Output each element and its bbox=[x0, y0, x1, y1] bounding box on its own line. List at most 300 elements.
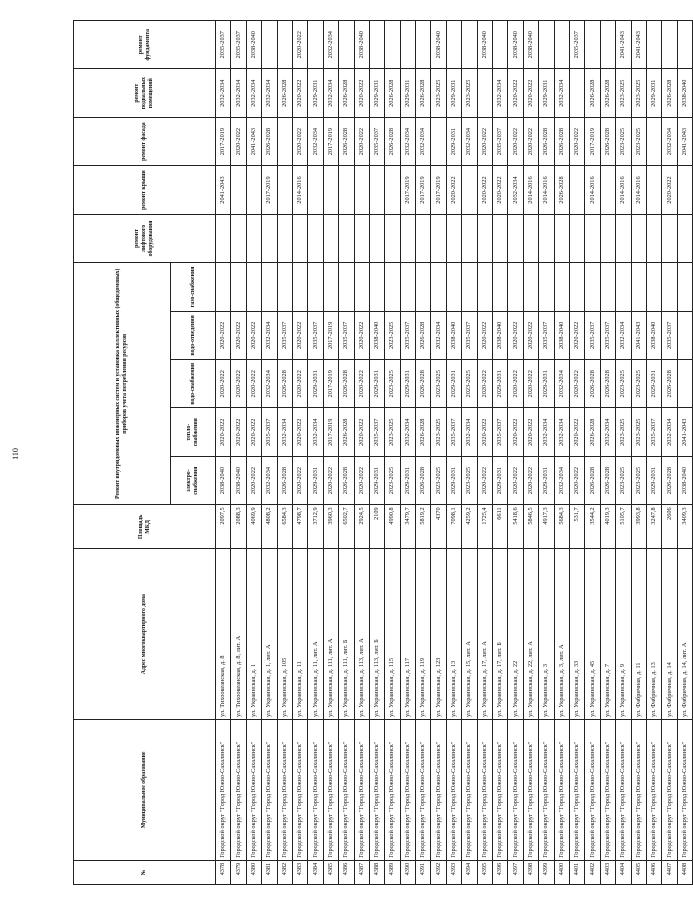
cell-facade: 2041-2043 bbox=[677, 117, 692, 165]
cell-foundation: 2038-2040 bbox=[431, 21, 446, 69]
cell-gas bbox=[508, 263, 523, 311]
cell-basement: 2032-2034 bbox=[231, 69, 246, 117]
cell-facade: 2023-2025 bbox=[616, 117, 631, 165]
cell-gas bbox=[662, 263, 677, 311]
cell-water-supply: 2023-2025 bbox=[631, 360, 646, 408]
cell-roof: 2017-2019 bbox=[416, 166, 431, 214]
cell-address: ул. Украинская, д. 3, лит. А bbox=[554, 549, 569, 720]
cell-roof bbox=[600, 166, 615, 214]
cell-water-disposal: 2035-2037 bbox=[462, 311, 477, 359]
cell-foundation bbox=[446, 21, 461, 69]
cell-basement: 2020-2022 bbox=[292, 69, 307, 117]
cell-area: 3712,9 bbox=[308, 505, 323, 549]
cell-water-disposal: 2020-2022 bbox=[523, 311, 538, 359]
cell-electricity: 2026-2028 bbox=[662, 456, 677, 504]
cell-foundation bbox=[262, 21, 277, 69]
cell-area: 2924,5 bbox=[354, 505, 369, 549]
cell-area: 4917,3 bbox=[539, 505, 554, 549]
cell-facade: 2026-2028 bbox=[600, 117, 615, 165]
cell-water-supply: 2020-2022 bbox=[231, 360, 246, 408]
cell-municipality: Городской округ "Город Южно-Сахалинск" bbox=[385, 719, 400, 860]
cell-gas bbox=[462, 263, 477, 311]
table-row bbox=[400, 21, 415, 885]
cell-gas bbox=[631, 263, 646, 311]
cell-roof bbox=[677, 166, 692, 214]
cell-lift bbox=[246, 214, 261, 262]
cell-facade: 2017-2019 bbox=[585, 117, 600, 165]
header-water-disposal: водо-отведения bbox=[171, 311, 216, 359]
header-foundation: ремонт фундамента bbox=[74, 21, 216, 69]
cell-num: 4397 bbox=[508, 860, 523, 884]
cell-foundation: 2038-2040 bbox=[246, 21, 261, 69]
cell-heating: 2020-2022 bbox=[292, 408, 307, 456]
cell-foundation bbox=[677, 21, 692, 69]
cell-electricity: 2038-2040 bbox=[677, 456, 692, 504]
cell-basement: 2026-2028 bbox=[416, 69, 431, 117]
cell-basement: 2029-2031 bbox=[308, 69, 323, 117]
cell-num: 4380 bbox=[246, 860, 261, 884]
cell-water-supply: 2023-2025 bbox=[385, 360, 400, 408]
cell-address: ул. Украинская, д. 105 bbox=[277, 549, 292, 720]
cell-municipality: Городской округ "Город Южно-Сахалинск" bbox=[493, 719, 508, 860]
cell-electricity: 2032-2034 bbox=[262, 456, 277, 504]
rotated-page bbox=[73, 20, 688, 885]
table-row bbox=[600, 21, 615, 885]
cell-basement bbox=[569, 69, 584, 117]
cell-gas bbox=[400, 263, 415, 311]
cell-roof: 2014-2016 bbox=[523, 166, 538, 214]
table-row bbox=[339, 21, 354, 885]
cell-lift bbox=[646, 214, 661, 262]
cell-facade: 2026-2028 bbox=[554, 117, 569, 165]
cell-gas bbox=[523, 263, 538, 311]
cell-gas bbox=[493, 263, 508, 311]
cell-foundation bbox=[585, 21, 600, 69]
cell-roof bbox=[369, 166, 384, 214]
cell-address: ул. Украинская, д. 119 bbox=[416, 549, 431, 720]
cell-facade: 2029-2031 bbox=[446, 117, 461, 165]
table-row bbox=[277, 21, 292, 885]
cell-foundation bbox=[554, 21, 569, 69]
cell-num: 4383 bbox=[292, 860, 307, 884]
cell-basement: 2029-2031 bbox=[446, 69, 461, 117]
cell-foundation: 2038-2040 bbox=[508, 21, 523, 69]
cell-num: 4391 bbox=[416, 860, 431, 884]
cell-lift bbox=[539, 214, 554, 262]
cell-address: ул. Украинская, д. 22, лит. А bbox=[523, 549, 538, 720]
cell-municipality: Городской округ "Город Южно-Сахалинск" bbox=[508, 719, 523, 860]
cell-facade: 2035-2037 bbox=[369, 117, 384, 165]
cell-heating: 2035-2037 bbox=[369, 408, 384, 456]
cell-facade: 2026-2028 bbox=[339, 117, 354, 165]
cell-basement: 2023-2025 bbox=[431, 69, 446, 117]
cell-municipality: Городской округ "Город Южно-Сахалинск" bbox=[554, 719, 569, 860]
cell-address: ул. Украинская, д. 111, лит. Б bbox=[339, 549, 354, 720]
table-row bbox=[631, 21, 646, 885]
cell-electricity: 2020-2022 bbox=[477, 456, 492, 504]
cell-foundation: 2032-2034 bbox=[323, 21, 338, 69]
cell-lift bbox=[616, 214, 631, 262]
cell-gas bbox=[369, 263, 384, 311]
cell-num: 4379 bbox=[231, 860, 246, 884]
cell-address: ул. Украинская, д. 7 bbox=[600, 549, 615, 720]
cell-heating: 2032-2034 bbox=[308, 408, 323, 456]
cell-area: 6611 bbox=[493, 505, 508, 549]
capital-repair-table bbox=[73, 20, 693, 885]
cell-gas bbox=[339, 263, 354, 311]
cell-water-supply: 2023-2025 bbox=[431, 360, 446, 408]
cell-foundation bbox=[662, 21, 677, 69]
table-body bbox=[216, 21, 693, 885]
cell-lift bbox=[662, 214, 677, 262]
header-lift: ремонт лифтового оборудования bbox=[74, 214, 216, 262]
cell-foundation: 2038-2040 bbox=[523, 21, 538, 69]
cell-address: ул. Украинская, д. 9 bbox=[616, 549, 631, 720]
cell-roof bbox=[569, 166, 584, 214]
cell-water-supply: 2023-2025 bbox=[462, 360, 477, 408]
cell-address: ул. Фабричная, д. 14 bbox=[662, 549, 677, 720]
header-num: № bbox=[74, 860, 216, 884]
cell-municipality: Городской округ "Город Южно-Сахалинск" bbox=[646, 719, 661, 860]
cell-address: ул. Украинская, д. 1 bbox=[246, 549, 261, 720]
cell-facade: 2035-2037 bbox=[493, 117, 508, 165]
cell-num: 4392 bbox=[431, 860, 446, 884]
cell-num: 4404 bbox=[616, 860, 631, 884]
table-row bbox=[539, 21, 554, 885]
cell-facade: 2032-2034 bbox=[462, 117, 477, 165]
cell-municipality: Городской округ "Город Южно-Сахалинск" bbox=[262, 719, 277, 860]
header-area: Площадь МКД bbox=[74, 505, 216, 549]
cell-water-disposal: 2032-2034 bbox=[262, 311, 277, 359]
cell-roof: 2032-2034 bbox=[508, 166, 523, 214]
cell-address: ул. Тихоокеанская, д. 8, лит. А bbox=[231, 549, 246, 720]
cell-area: 2097,5 bbox=[216, 505, 231, 549]
cell-roof: 2017-2019 bbox=[262, 166, 277, 214]
table-row bbox=[616, 21, 631, 885]
cell-num: 4395 bbox=[477, 860, 492, 884]
cell-municipality: Городской округ "Город Южно-Сахалинск" bbox=[662, 719, 677, 860]
cell-num: 4401 bbox=[569, 860, 584, 884]
cell-facade bbox=[431, 117, 446, 165]
cell-electricity: 2023-2025 bbox=[631, 456, 646, 504]
cell-address: ул. Украинская, д. 111, лит. А bbox=[323, 549, 338, 720]
header-water-supply: водо-снабжения bbox=[171, 360, 216, 408]
cell-municipality: Городской округ "Город Южно-Сахалинск" bbox=[231, 719, 246, 860]
cell-basement: 2032-2034 bbox=[246, 69, 261, 117]
cell-address: ул. Украинская, д. 17, лит. А bbox=[477, 549, 492, 720]
cell-facade: 2017-2019 bbox=[216, 117, 231, 165]
cell-facade: 2020-2022 bbox=[231, 117, 246, 165]
header-engineering-group: Ремонт внутридомовых инженерных систем и установка коллективных (общедомовых) приборов учета потребления ресурсов bbox=[74, 263, 171, 505]
cell-water-disposal: 2035-2037 bbox=[308, 311, 323, 359]
cell-roof: 2020-2022 bbox=[446, 166, 461, 214]
cell-basement: 2029-2031 bbox=[646, 69, 661, 117]
cell-water-disposal: 2020-2022 bbox=[508, 311, 523, 359]
cell-foundation bbox=[339, 21, 354, 69]
cell-address: ул. Украинская, д. 113, лит. Б bbox=[369, 549, 384, 720]
cell-municipality: Городской округ "Город Южно-Сахалинск" bbox=[569, 719, 584, 860]
cell-basement: 2023-2025 bbox=[462, 69, 477, 117]
cell-address: ул. Украинская, д. 11 bbox=[292, 549, 307, 720]
cell-water-supply: 2020-2022 bbox=[569, 360, 584, 408]
cell-facade: 2032-2034 bbox=[662, 117, 677, 165]
cell-municipality: Городской округ "Город Южно-Сахалинск" bbox=[216, 719, 231, 860]
cell-water-supply: 2020-2022 bbox=[477, 360, 492, 408]
cell-area: 4990,8 bbox=[385, 505, 400, 549]
cell-gas bbox=[292, 263, 307, 311]
cell-gas bbox=[431, 263, 446, 311]
cell-electricity: 2026-2028 bbox=[416, 456, 431, 504]
table-row bbox=[554, 21, 569, 885]
cell-lift bbox=[631, 214, 646, 262]
table-row bbox=[662, 21, 677, 885]
cell-gas bbox=[677, 263, 692, 311]
cell-facade: 2020-2022 bbox=[477, 117, 492, 165]
cell-roof: 2014-2016 bbox=[539, 166, 554, 214]
cell-gas bbox=[585, 263, 600, 311]
cell-heating: 2035-2037 bbox=[262, 408, 277, 456]
cell-municipality: Городской округ "Город Южно-Сахалинск" bbox=[246, 719, 261, 860]
cell-gas bbox=[246, 263, 261, 311]
cell-basement: 2029-2031 bbox=[400, 69, 415, 117]
cell-area: 4798,7 bbox=[292, 505, 307, 549]
cell-heating: 2023-2025 bbox=[385, 408, 400, 456]
table-row bbox=[246, 21, 261, 885]
cell-roof bbox=[339, 166, 354, 214]
cell-electricity: 2029-2031 bbox=[539, 456, 554, 504]
cell-facade: 2020-2022 bbox=[569, 117, 584, 165]
cell-lift bbox=[600, 214, 615, 262]
cell-water-supply: 2032-2034 bbox=[554, 360, 569, 408]
cell-facade: 2041-2043 bbox=[246, 117, 261, 165]
cell-municipality: Городской округ "Город Южно-Сахалинск" bbox=[308, 719, 323, 860]
table-row bbox=[216, 21, 231, 885]
table-row bbox=[354, 21, 369, 885]
cell-area: 7098,1 bbox=[446, 505, 461, 549]
cell-address: ул. Украинская, д. 113, лит. А bbox=[354, 549, 369, 720]
cell-electricity: 2029-2031 bbox=[400, 456, 415, 504]
cell-basement: 2023-2025 bbox=[616, 69, 631, 117]
cell-area: 4019,3 bbox=[600, 505, 615, 549]
cell-heating: 2041-2043 bbox=[677, 408, 692, 456]
cell-lift bbox=[292, 214, 307, 262]
cell-heating: 2032-2034 bbox=[277, 408, 292, 456]
cell-num: 4388 bbox=[369, 860, 384, 884]
cell-gas bbox=[262, 263, 277, 311]
cell-gas bbox=[308, 263, 323, 311]
cell-foundation bbox=[646, 21, 661, 69]
cell-address: ул. Украинская, д. 1, лит. А bbox=[262, 549, 277, 720]
table-row bbox=[308, 21, 323, 885]
cell-water-disposal bbox=[677, 311, 692, 359]
table-row bbox=[292, 21, 307, 885]
cell-lift bbox=[585, 214, 600, 262]
cell-gas bbox=[416, 263, 431, 311]
cell-area: 2606 bbox=[662, 505, 677, 549]
cell-address: ул. Украинская, д. 22 bbox=[508, 549, 523, 720]
cell-heating: 2020-2022 bbox=[354, 408, 369, 456]
cell-lift bbox=[416, 214, 431, 262]
cell-basement: 2032-2034 bbox=[493, 69, 508, 117]
cell-foundation bbox=[369, 21, 384, 69]
cell-electricity: 2023-2025 bbox=[616, 456, 631, 504]
cell-foundation bbox=[400, 21, 415, 69]
cell-num: 4407 bbox=[662, 860, 677, 884]
cell-heating: 2020-2022 bbox=[523, 408, 538, 456]
cell-basement: 2029-2031 bbox=[539, 69, 554, 117]
cell-facade: 2020-2022 bbox=[292, 117, 307, 165]
cell-municipality: Городской округ "Город Южно-Сахалинск" bbox=[354, 719, 369, 860]
cell-roof bbox=[277, 166, 292, 214]
cell-water-supply: 2023-2025 bbox=[616, 360, 631, 408]
cell-facade: 2026-2028 bbox=[539, 117, 554, 165]
cell-address: ул. Украинская, д. 45 bbox=[585, 549, 600, 720]
cell-facade: 2020-2022 bbox=[508, 117, 523, 165]
cell-facade: 2017-2019 bbox=[323, 117, 338, 165]
cell-num: 4403 bbox=[600, 860, 615, 884]
cell-heating: 2032-2034 bbox=[539, 408, 554, 456]
cell-lift bbox=[262, 214, 277, 262]
cell-lift bbox=[216, 214, 231, 262]
cell-foundation: 2020-2022 bbox=[292, 21, 307, 69]
cell-water-disposal: 2032-2034 bbox=[431, 311, 446, 359]
cell-electricity: 2029-2031 bbox=[369, 456, 384, 504]
cell-municipality: Городской округ "Город Южно-Сахалинск" bbox=[631, 719, 646, 860]
cell-water-supply: 2029-2031 bbox=[539, 360, 554, 408]
cell-heating: 2026-2028 bbox=[416, 408, 431, 456]
cell-foundation: 2038-2040 bbox=[477, 21, 492, 69]
table-row bbox=[462, 21, 477, 885]
cell-electricity: 2023-2025 bbox=[431, 456, 446, 504]
cell-municipality: Городской округ "Город Южно-Сахалинск" bbox=[400, 719, 415, 860]
table-row bbox=[369, 21, 384, 885]
cell-heating: 2020-2022 bbox=[231, 408, 246, 456]
cell-address: ул. Фабричная, д. 14, лит. А bbox=[677, 549, 692, 720]
cell-basement: 2020-2022 bbox=[523, 69, 538, 117]
cell-water-supply: 2020-2022 bbox=[508, 360, 523, 408]
cell-municipality: Городской округ "Город Южно-Сахалинск" bbox=[616, 719, 631, 860]
cell-water-disposal: 2035-2037 bbox=[662, 311, 677, 359]
cell-address: ул. Украинская, д. 15, лит. А bbox=[462, 549, 477, 720]
cell-electricity: 2029-2031 bbox=[646, 456, 661, 504]
cell-foundation bbox=[416, 21, 431, 69]
cell-water-disposal: 2038-2040 bbox=[446, 311, 461, 359]
cell-facade: 2026-2028 bbox=[385, 117, 400, 165]
cell-area: 4808,2 bbox=[262, 505, 277, 549]
cell-address: ул. Фабричная, д. 13 bbox=[646, 549, 661, 720]
cell-num: 4381 bbox=[262, 860, 277, 884]
cell-address: ул. Украинская, д. 33 bbox=[569, 549, 584, 720]
cell-municipality: Городской округ "Город Южно-Сахалинск" bbox=[677, 719, 692, 860]
cell-num: 4382 bbox=[277, 860, 292, 884]
cell-water-supply: 2026-2028 bbox=[585, 360, 600, 408]
cell-gas bbox=[354, 263, 369, 311]
cell-lift bbox=[323, 214, 338, 262]
cell-heating: 2023-2025 bbox=[616, 408, 631, 456]
cell-basement: 2026-2028 bbox=[339, 69, 354, 117]
cell-gas bbox=[323, 263, 338, 311]
cell-water-disposal: 2038-2040 bbox=[369, 311, 384, 359]
cell-water-supply: 2020-2022 bbox=[216, 360, 231, 408]
cell-electricity: 2023-2025 bbox=[385, 456, 400, 504]
cell-roof: 2017-2019 bbox=[400, 166, 415, 214]
cell-num: 4399 bbox=[539, 860, 554, 884]
cell-water-disposal: 2035-2037 bbox=[600, 311, 615, 359]
cell-basement bbox=[477, 69, 492, 117]
cell-area: 3409,3 bbox=[677, 505, 692, 549]
cell-municipality: Городской округ "Город Южно-Сахалинск" bbox=[600, 719, 615, 860]
cell-electricity: 2020-2022 bbox=[323, 456, 338, 504]
cell-municipality: Городской округ "Город Южно-Сахалинск" bbox=[585, 719, 600, 860]
cell-water-supply: 2020-2022 bbox=[246, 360, 261, 408]
cell-municipality: Городской округ "Город Южно-Сахалинск" bbox=[539, 719, 554, 860]
cell-water-supply: 2032-2034 bbox=[262, 360, 277, 408]
cell-gas bbox=[446, 263, 461, 311]
cell-heating: 2035-2037 bbox=[646, 408, 661, 456]
cell-water-disposal: 2038-2040 bbox=[646, 311, 661, 359]
cell-municipality: Городской округ "Город Южно-Сахалинск" bbox=[292, 719, 307, 860]
cell-basement: 2026-2028 bbox=[277, 69, 292, 117]
cell-water-disposal: 2035-2037 bbox=[539, 311, 554, 359]
cell-water-disposal: 2035-2037 bbox=[277, 311, 292, 359]
cell-area: 5418,6 bbox=[508, 505, 523, 549]
cell-heating: 2020-2022 bbox=[569, 408, 584, 456]
cell-roof: 2041-2043 bbox=[216, 166, 231, 214]
cell-lift bbox=[385, 214, 400, 262]
table-row bbox=[446, 21, 461, 885]
cell-water-supply: 2020-2022 bbox=[354, 360, 369, 408]
cell-area: 5684,3 bbox=[554, 505, 569, 549]
cell-address: ул. Украинская, д. 11, лит. А bbox=[308, 549, 323, 720]
cell-water-disposal: 2038-2040 bbox=[554, 311, 569, 359]
header-municipality: Муниципальное образование bbox=[74, 719, 216, 860]
cell-area: 2088,3 bbox=[231, 505, 246, 549]
cell-area: 5105,7 bbox=[616, 505, 631, 549]
table-row bbox=[585, 21, 600, 885]
cell-roof: 2026-2028 bbox=[554, 166, 569, 214]
table-row bbox=[523, 21, 538, 885]
table-row bbox=[493, 21, 508, 885]
cell-area: 5819,2 bbox=[416, 505, 431, 549]
cell-foundation bbox=[600, 21, 615, 69]
cell-basement: 2032-2034 bbox=[262, 69, 277, 117]
cell-foundation bbox=[462, 21, 477, 69]
cell-num: 4385 bbox=[323, 860, 338, 884]
cell-heating: 2032-2034 bbox=[554, 408, 569, 456]
cell-num: 4386 bbox=[339, 860, 354, 884]
cell-basement: 2029-2031 bbox=[369, 69, 384, 117]
cell-num: 4396 bbox=[493, 860, 508, 884]
cell-foundation bbox=[539, 21, 554, 69]
cell-lift bbox=[446, 214, 461, 262]
cell-heating: 2026-2028 bbox=[585, 408, 600, 456]
cell-address: ул. Украинская, д. 13 bbox=[446, 549, 461, 720]
cell-municipality: Городской округ "Город Южно-Сахалинск" bbox=[416, 719, 431, 860]
cell-heating: 2032-2034 bbox=[400, 408, 415, 456]
cell-water-supply: 2020-2022 bbox=[523, 360, 538, 408]
cell-water-disposal: 2020-2022 bbox=[569, 311, 584, 359]
cell-num: 4402 bbox=[585, 860, 600, 884]
cell-water-supply: 2026-2028 bbox=[600, 360, 615, 408]
cell-roof: 2017-2019 bbox=[431, 166, 446, 214]
cell-water-disposal: 2032-2034 bbox=[616, 311, 631, 359]
cell-municipality: Городской округ "Город Южно-Сахалинск" bbox=[277, 719, 292, 860]
cell-basement: 2023-2025 bbox=[631, 69, 646, 117]
cell-water-supply: 2029-2031 bbox=[308, 360, 323, 408]
header-address: Адрес многоквартирного дома bbox=[74, 549, 216, 720]
cell-gas bbox=[539, 263, 554, 311]
cell-water-supply: 2029-2031 bbox=[646, 360, 661, 408]
